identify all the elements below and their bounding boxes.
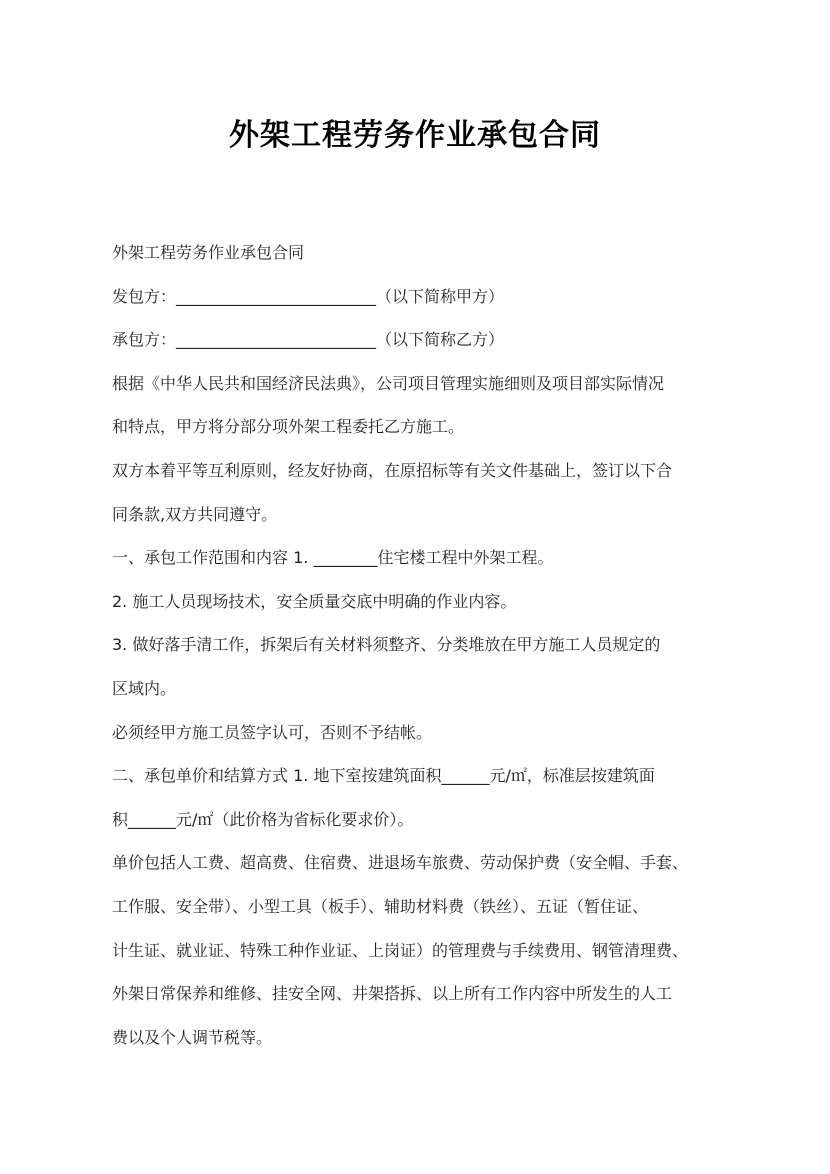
text-line: 外架工程劳务作业承包合同 [112, 243, 305, 262]
text-line: 区域内。 [112, 678, 177, 698]
text-line: 单价包括人工费、超高费、住宿费、进退场车旅费、劳动保护费（安全帽、手套、 [112, 853, 689, 873]
text-line: 费以及个人调节税等。 [112, 1027, 273, 1047]
text-line: 计生证、就业证、特殊工种作业证、上岗证）的管理费与手续费用、钢管清理费、 [112, 940, 689, 960]
text-line: 2. 施工人员现场技术，安全质量交底中明确的作业内容。 [112, 591, 517, 611]
text-line: 承包方：_________________________（以下简称乙方） [112, 330, 505, 350]
text-line: 一、承包工作范围和内容 1. ________住宅楼工程中外架工程。 [112, 548, 554, 568]
text-line: 必须经甲方施工员签字认可，否则不予结帐。 [112, 722, 433, 742]
text-line: 和特点，甲方将分部分项外架工程委托乙方施工。 [112, 417, 465, 437]
text-line: 工作服、安全带）、小型工具（板手）、辅助材料费（铁丝）、五证（暂住证、 [112, 896, 649, 916]
text-line: 根据《中华人民共和国经济民法典》，公司项目管理实施细则及项目部实际情况 [112, 373, 665, 393]
text-line: 外架日常保养和维修、挂安全网、井架搭拆、以上所有工作内容中所发生的人工 [112, 984, 673, 1004]
document-title: 外架工程劳务作业承包合同 [229, 118, 601, 153]
document-body [112, 231, 732, 1059]
text-line: 发包方：_________________________（以下简称甲方） [112, 286, 505, 306]
text-line: 积______元/㎡（此价格为省标化要求价）。 [112, 809, 414, 829]
text-line: 3. 做好落手清工作，拆架后有关材料须整齐、分类堆放在甲方施工人员规定的 [112, 635, 661, 655]
text-line: 双方本着平等互利原则，经友好协商，在原招标等有关文件基础上，签订以下合 [112, 460, 673, 480]
text-line: 二、承包单价和结算方式 1. 地下室按建筑面积______元/㎡，标准层按建筑面 [112, 766, 655, 786]
text-line: 同条款,双方共同遵守。 [112, 504, 278, 524]
